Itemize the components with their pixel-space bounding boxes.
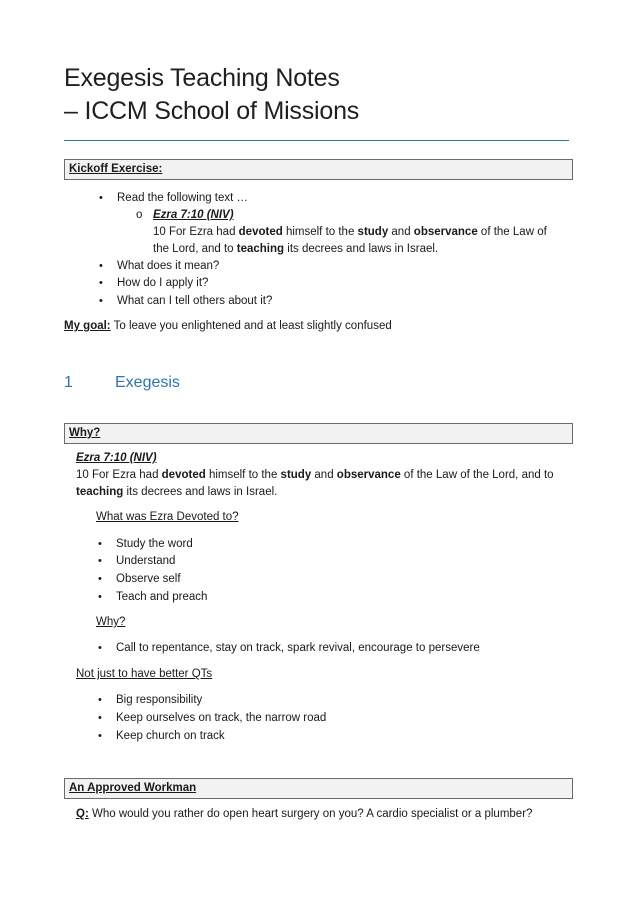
devoted-item-4: Teach and preach — [116, 591, 208, 603]
title-line-2: – ICCM School of Missions — [64, 97, 360, 125]
kickoff-verse-ref: Ezra 7:10 (NIV) — [153, 209, 234, 221]
devoted-item-2: Understand — [116, 555, 176, 567]
not-just-item-3: Keep church on track — [116, 730, 225, 742]
workman-question: Q: Who would you rather do open heart surgery on you? A cardio specialist or a plumber? — [76, 808, 533, 820]
bullet-icon: • — [98, 573, 102, 585]
devoted-item-3: Observe self — [116, 573, 181, 585]
not-just-item-2: Keep ourselves on track, the narrow road — [116, 712, 327, 724]
kickoff-bullet-2: What does it mean? — [117, 260, 220, 272]
kickoff-heading: Kickoff Exercise: — [69, 163, 163, 175]
bullet-icon: • — [98, 538, 102, 550]
sub-bullet-marker: o — [136, 209, 143, 221]
kickoff-verse-line-2: the Lord, and to teaching its decrees and laws in Israel. — [153, 243, 439, 255]
why-heading: Why? — [69, 427, 101, 439]
page-title — [64, 62, 359, 128]
bullet-icon: • — [99, 277, 103, 289]
why-verse-line-1: 10 For Ezra had devoted himself to the study and observance of the Law of the Lord, and to — [76, 469, 554, 481]
kickoff-bullet-4: What can I tell others about it? — [117, 295, 273, 307]
not-just-item-1: Big responsibility — [116, 694, 203, 706]
kickoff-verse-line-1: 10 For Ezra had devoted himself to the study and observance of the Law of — [153, 226, 547, 238]
section-heading-exegesis — [64, 373, 180, 393]
kickoff-bullet-1: Read the following text … — [117, 192, 249, 204]
bullet-icon: • — [99, 295, 103, 307]
bullet-icon: • — [99, 260, 103, 272]
kickoff-bullet-3: How do I apply it? — [117, 277, 209, 289]
goal-line: My goal: To leave you enlightened and at least slightly confused — [64, 320, 392, 332]
section-title: Exegesis — [115, 374, 180, 391]
workman-heading-box — [64, 778, 573, 799]
why-verse-ref: Ezra 7:10 (NIV) — [76, 452, 157, 464]
title-line-1: Exegesis Teaching Notes — [64, 64, 340, 92]
bullet-icon: • — [98, 694, 102, 706]
title-underline — [64, 140, 569, 141]
why-verse-line-2: teaching its decrees and laws in Israel. — [76, 486, 278, 498]
kickoff-heading-box — [64, 159, 573, 180]
bullet-icon: • — [99, 192, 103, 204]
not-just-line: Not just to have better QTs — [76, 668, 213, 680]
why-item-1: Call to repentance, stay on track, spark revival, encourage to persevere — [116, 642, 480, 654]
bullet-icon: • — [98, 712, 102, 724]
devoted-question: What was Ezra Devoted to? — [96, 511, 239, 523]
devoted-item-1: Study the word — [116, 538, 193, 550]
bullet-icon: • — [98, 730, 102, 742]
bullet-icon: • — [98, 642, 102, 654]
why-heading-box — [64, 423, 573, 444]
bullet-icon: • — [98, 591, 102, 603]
section-number: 1 — [64, 374, 73, 391]
why-question: Why? — [96, 616, 126, 628]
workman-heading: An Approved Workman — [69, 782, 197, 794]
bullet-icon: • — [98, 555, 102, 567]
